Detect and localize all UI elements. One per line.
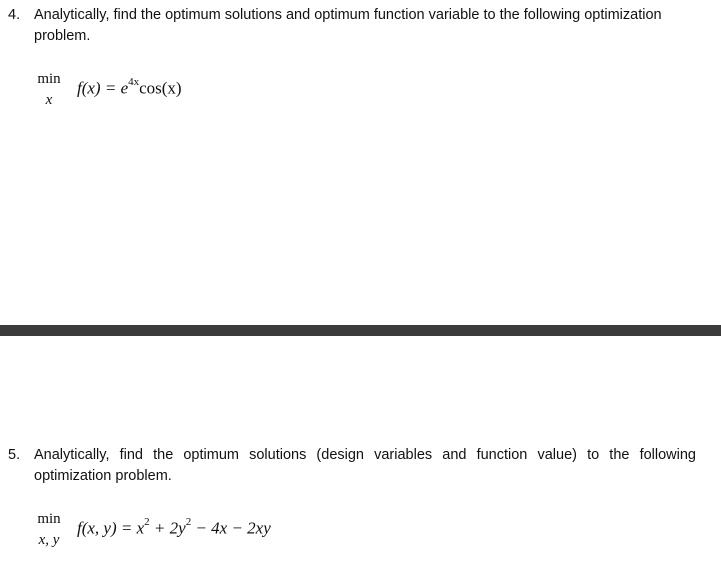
term-x-exponent: 2 [144, 516, 150, 528]
problem-number: 4. [8, 7, 21, 23]
min-variables: x, y [38, 532, 60, 548]
term-x-squared: x [136, 518, 145, 538]
function-lhs: f(x) = [77, 78, 117, 98]
function-lhs: f(x, y) = [77, 518, 133, 538]
exp-base: e [120, 78, 129, 98]
min-variable: x [45, 92, 53, 108]
min-operator [33, 70, 65, 109]
problem-number: 5. [8, 447, 21, 463]
term-y-squared: + 2y [149, 518, 186, 538]
problem-statement: Analytically, find the optimum solutions (design variables and function value) to the following optimization problem. [34, 447, 696, 484]
objective-function [77, 78, 182, 99]
cos-term: cos(x) [139, 78, 182, 98]
linear-terms: − 4x − 2xy [191, 518, 271, 538]
page-divider [0, 325, 721, 336]
problem-statement: Analytically, find the optimum solutions and optimum function variable to the following optimization problem. [34, 7, 662, 44]
min-word: min [37, 71, 61, 87]
min-word: min [37, 511, 61, 527]
term-y-exponent: 2 [185, 516, 192, 528]
exp-power: 4x [128, 76, 140, 88]
objective-function [77, 518, 271, 539]
min-operator [33, 510, 65, 549]
